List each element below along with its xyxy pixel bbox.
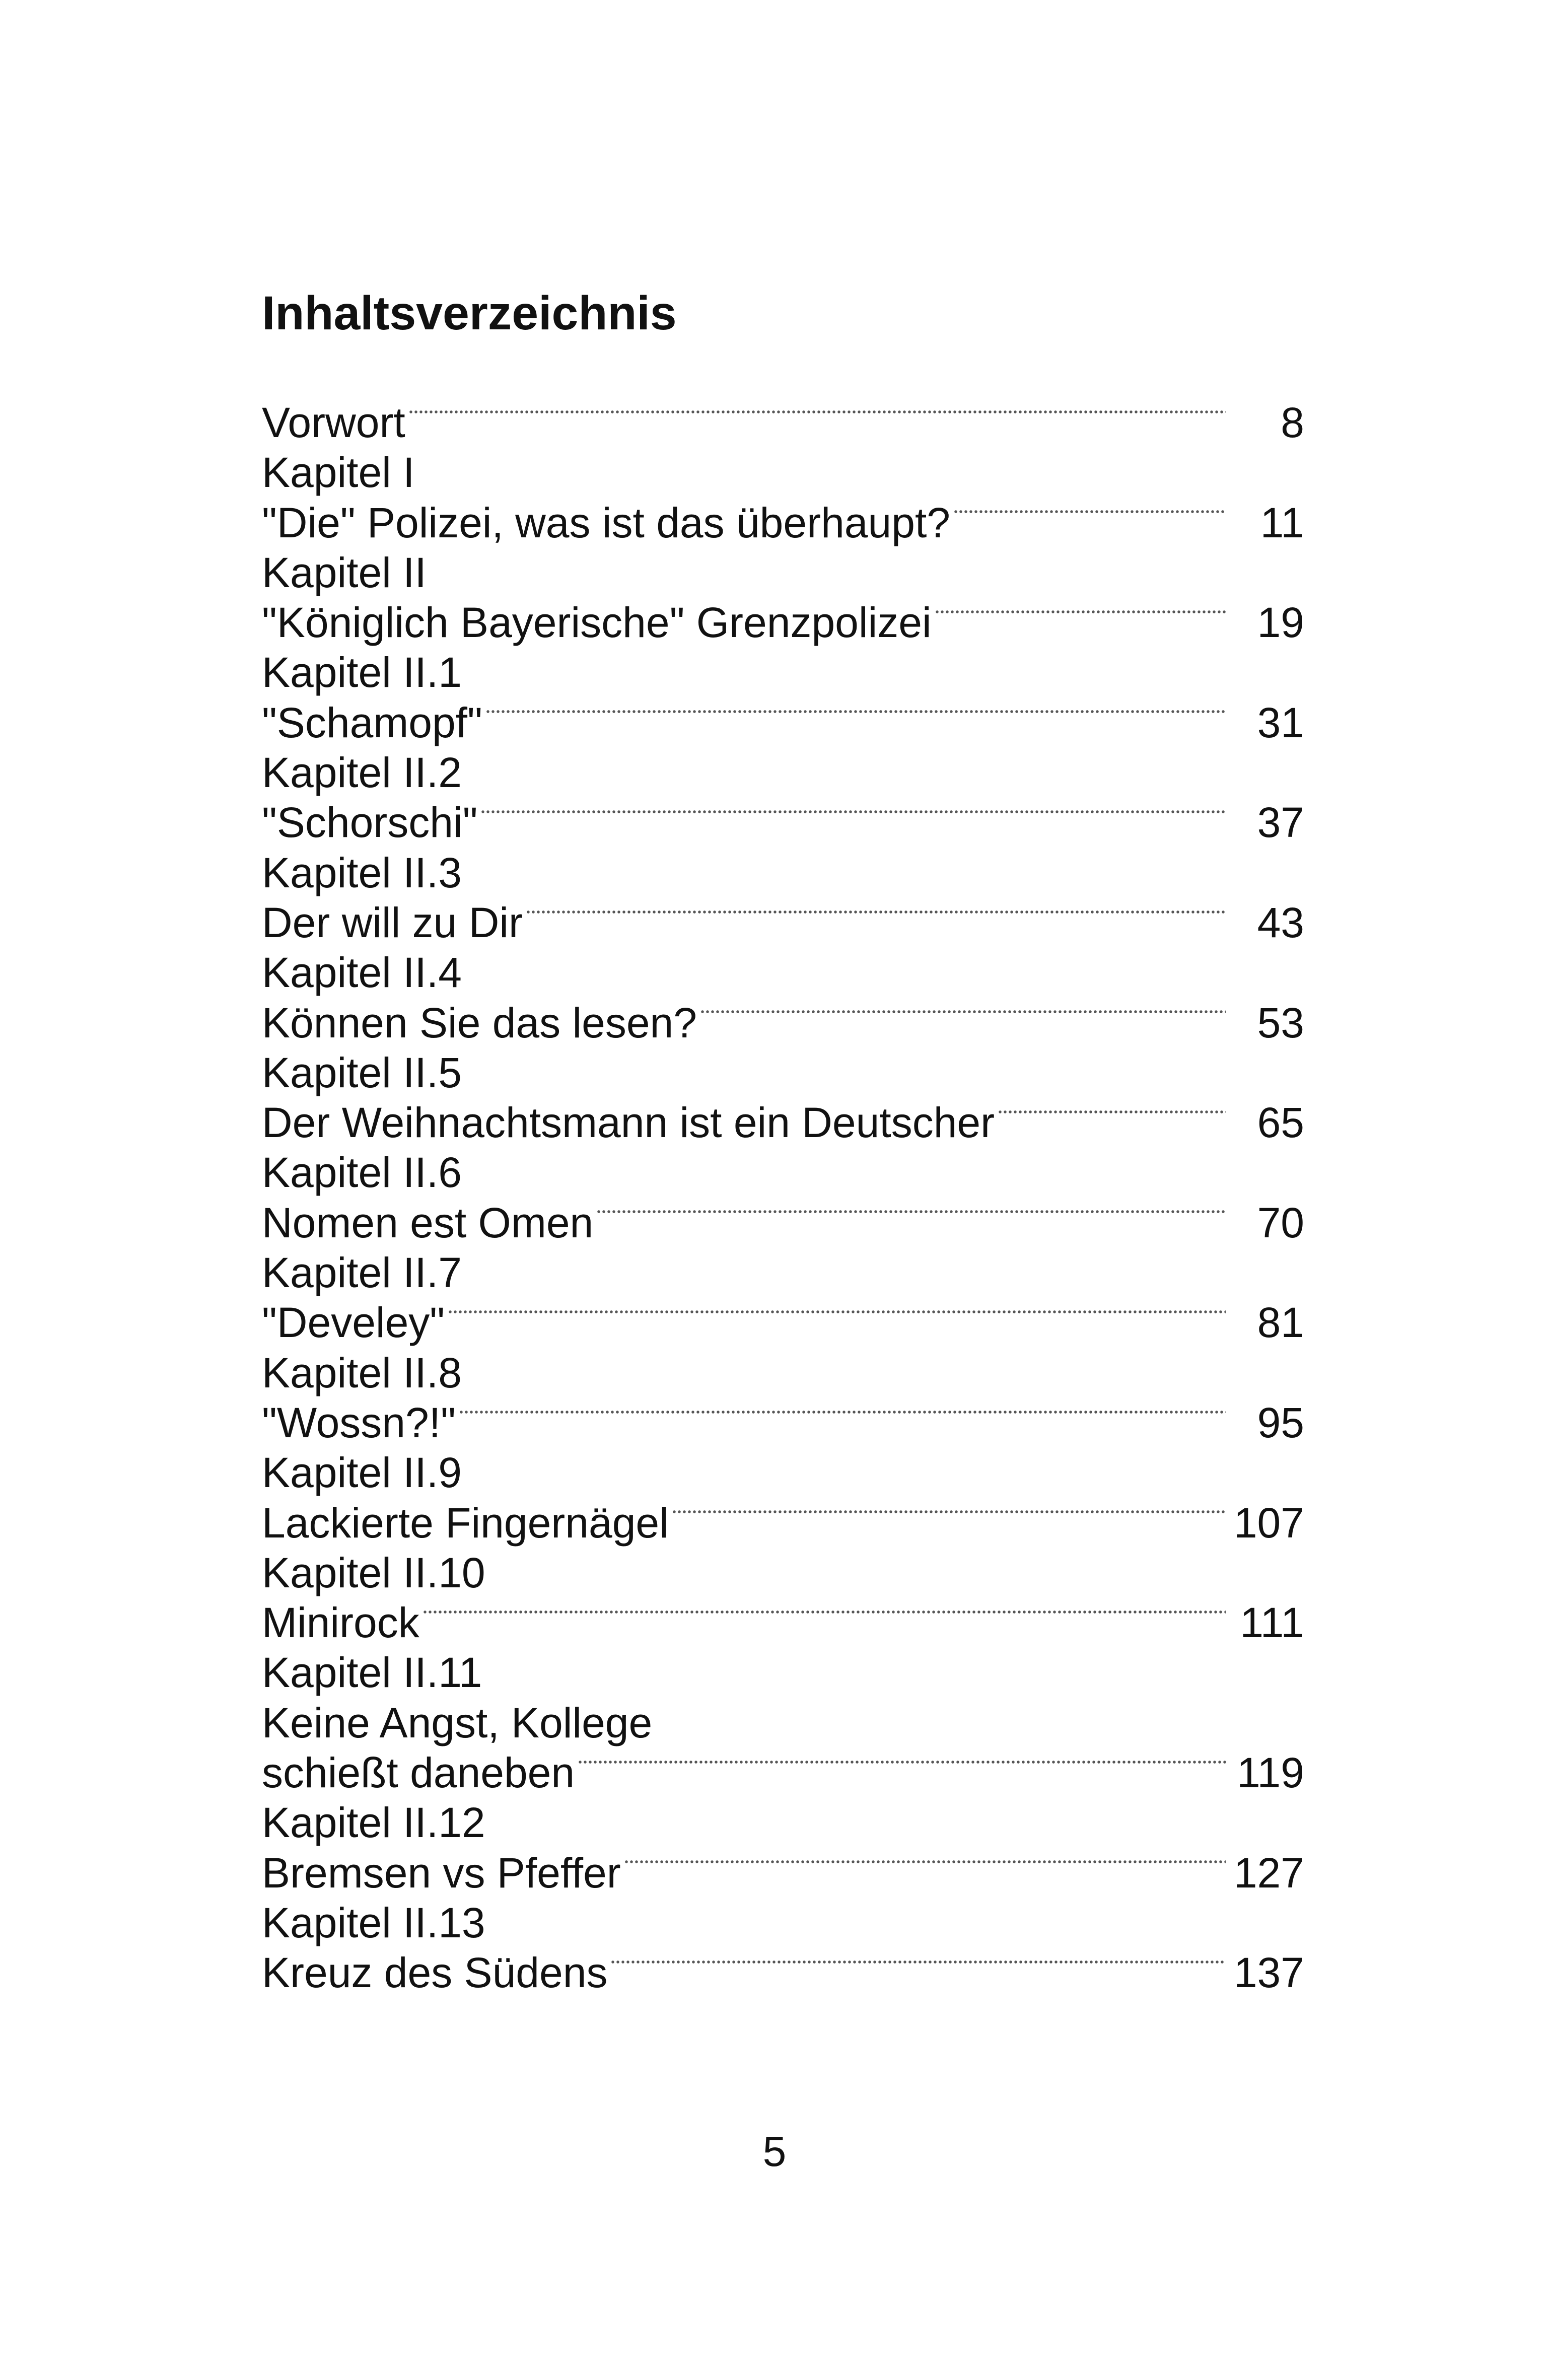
- toc-chapter-label: Kapitel II.9: [262, 1449, 462, 1497]
- dot-leader: [578, 1760, 1226, 1765]
- dot-leader: [526, 909, 1226, 915]
- dot-leader: [953, 509, 1226, 514]
- toc-chapter-label: Kapitel II.2: [262, 749, 462, 797]
- dot-leader: [672, 1509, 1226, 1514]
- toc-entry: [262, 1498, 1304, 1548]
- toc-entry-title: schießt daneben: [262, 1749, 575, 1797]
- toc-entry: [262, 798, 1304, 848]
- toc-entry-page: 43: [1257, 898, 1304, 946]
- toc-entry-page: 119: [1237, 1749, 1304, 1797]
- toc-entry-page: 107: [1233, 1499, 1304, 1547]
- toc-chapter-label: Kapitel II.6: [262, 1149, 462, 1197]
- toc-entry-title: "Die" Polizei, was ist das überhaupt?: [262, 499, 951, 546]
- toc-chapter-label: Kapitel II.4: [262, 949, 462, 997]
- toc-chapter-label: Kapitel II.12: [262, 1799, 485, 1847]
- toc-entry: [262, 1848, 1304, 1898]
- dot-leader: [485, 709, 1226, 714]
- toc-entry-title: Lackierte Fingernägel: [262, 1499, 669, 1547]
- dot-leader: [596, 1209, 1226, 1214]
- toc-chapter-label: Kapitel II.3: [262, 849, 462, 896]
- toc-entry-page: 8: [1281, 399, 1304, 446]
- toc-entry: [262, 698, 1304, 748]
- toc-entry: [262, 398, 1304, 448]
- toc-entry-title: "Schorschi": [262, 799, 478, 847]
- dot-leader: [624, 1859, 1226, 1864]
- toc-entry: [262, 1748, 1304, 1798]
- toc-entry-page: 81: [1257, 1299, 1304, 1347]
- toc-entry-page: 95: [1257, 1398, 1304, 1446]
- toc-entry-page: 53: [1257, 999, 1304, 1046]
- toc-entry-title: Der will zu Dir: [262, 898, 523, 946]
- dot-leader: [423, 1609, 1226, 1615]
- toc-entry-title: "Wossn?!": [262, 1398, 456, 1446]
- toc-entry: [262, 898, 1304, 948]
- toc-entry-title: Bremsen vs Pfeffer: [262, 1849, 621, 1897]
- toc-chapter-label: Kapitel II: [262, 548, 427, 596]
- toc-entry-title: "Schamopf": [262, 698, 482, 746]
- toc-chapter-label: Kapitel II.5: [262, 1048, 462, 1096]
- dot-leader: [610, 1959, 1226, 1965]
- toc-entry-page: 37: [1257, 799, 1304, 847]
- dot-leader: [998, 1109, 1226, 1114]
- dot-leader: [408, 409, 1226, 414]
- toc-entry-title: Nomen est Omen: [262, 1199, 594, 1246]
- toc-chapter-label: Kapitel II.8: [262, 1349, 462, 1396]
- toc-entry-page: 11: [1260, 499, 1304, 546]
- page-number: 5: [762, 2128, 787, 2175]
- toc-entry-page: 65: [1257, 1099, 1304, 1147]
- toc-entry-page: 127: [1233, 1849, 1304, 1897]
- toc-chapter-label: Kapitel II.7: [262, 1249, 462, 1297]
- toc-chapter-label: Keine Angst, Kollege: [262, 1699, 653, 1746]
- toc-entry-page: 31: [1257, 698, 1304, 746]
- toc-chapter-label: Kapitel II.11: [262, 1649, 482, 1697]
- toc-chapter-label: Kapitel II.10: [262, 1549, 485, 1596]
- toc-entry-title: "Königlich Bayerische" Grenzpolizei: [262, 599, 932, 647]
- toc-entry-title: "Develey": [262, 1299, 445, 1347]
- toc-entry-page: 137: [1233, 1949, 1304, 1997]
- dot-leader: [459, 1410, 1226, 1415]
- toc-entry-page: 70: [1257, 1199, 1304, 1246]
- toc-entry-title: Vorwort: [262, 399, 405, 446]
- toc-entry-title: Können Sie das lesen?: [262, 999, 697, 1046]
- toc-entry: [262, 1598, 1304, 1648]
- toc-chapter-label: Kapitel II.1: [262, 649, 462, 696]
- toc-entry: [262, 1948, 1304, 1998]
- toc-heading: Inhaltsverzeichnis: [262, 287, 677, 340]
- toc-entry-title: Kreuz des Südens: [262, 1949, 608, 1997]
- toc-entry: [262, 998, 1304, 1048]
- toc-chapter-label: Kapitel I: [262, 449, 415, 497]
- toc-entry-title: Der Weihnachtsmann ist ein Deutscher: [262, 1099, 995, 1147]
- toc-entry: [262, 598, 1304, 648]
- table-of-contents: [262, 398, 1304, 1998]
- toc-entry: [262, 1198, 1304, 1248]
- toc-entry: [262, 1398, 1304, 1448]
- dot-leader: [700, 1009, 1226, 1014]
- toc-entry: [262, 1098, 1304, 1148]
- dot-leader: [448, 1309, 1226, 1314]
- dot-leader: [935, 609, 1226, 614]
- toc-entry: [262, 498, 1304, 548]
- dot-leader: [480, 809, 1226, 814]
- toc-entry-page: 19: [1257, 599, 1304, 647]
- toc-entry-title: Minirock: [262, 1599, 419, 1647]
- toc-entry-page: 111: [1240, 1599, 1304, 1647]
- toc-entry: [262, 1298, 1304, 1348]
- toc-chapter-label: Kapitel II.13: [262, 1899, 485, 1946]
